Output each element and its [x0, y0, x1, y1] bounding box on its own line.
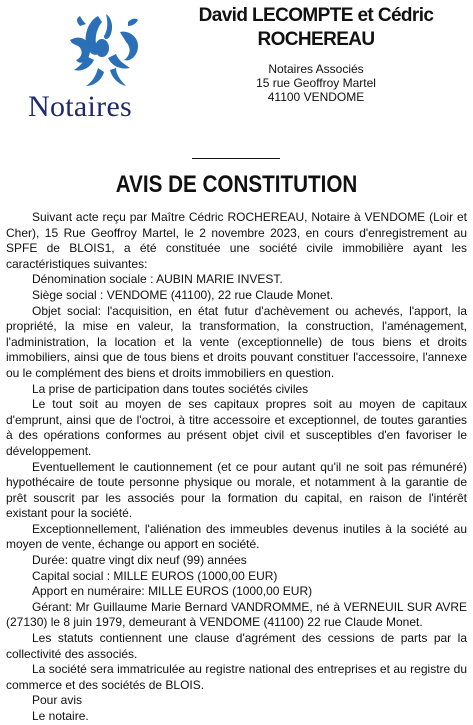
paragraph: Apport en numéraire: MILLE EUROS (1000,00 EUR)	[32, 584, 313, 599]
paragraph: La prise de participation dans toutes sociétés civiles	[32, 381, 309, 396]
paragraph: Le notaire.	[32, 709, 89, 723]
logo-wordmark: Notaires	[28, 90, 133, 123]
office-line-1: Notaires Associés	[268, 62, 364, 76]
office-name: David LECOMPTE et Cédric ROCHEREAU	[198, 5, 434, 50]
paragraph: Siège social : VENDOME (41100), 22 rue Claude Monet.	[32, 287, 334, 302]
paragraph: Eventuellement le cautionnement (et ce pour autant qu'il ne soit pas rémunéré) hypothécaire de toute personne physique ou morale, et notamment à la garantie de prêt souscrit par les associés pour la formation du capital, en raison de l'intérêt existant pour la société.	[6, 459, 467, 521]
paragraph: La société sera immatriculée au registre national des entreprises et au registre du commerce et des sociétés de BLOIS.	[6, 662, 467, 692]
office-line-2: 15 rue Geoffroy Martel	[256, 76, 376, 90]
notary-office-block	[196, 4, 436, 104]
divider	[192, 158, 280, 159]
notice-title: AVIS DE CONSTITUTION	[115, 171, 358, 198]
paragraph: Gérant: Mr Guillaume Marie Bernard VANDROMME, né à VERNEUIL SUR AVRE (27130) le 8 juin 1979, demeurant à VENDOME (41100) 22 rue Claude Monet.	[6, 599, 467, 630]
notice-body	[6, 210, 467, 725]
paragraph: Exceptionnellement, l'aliénation des immeubles devenus inutiles à la société au moyen de vente, échange ou apport en société.	[6, 521, 467, 552]
office-line-3: 41100 VENDOME	[267, 90, 365, 104]
paragraph: Durée: quatre vingt dix neuf (99) années	[32, 553, 247, 568]
paragraph: Objet social: l'acquisition, en état futur d'achèvement ou achevés, l'apport, la propriété, la mise en valeur, la transformation, la construction, l'aménagement, l'administration, la location et la vente (exceptionnelle) de tous biens et droits immobiliers, ainsi que de tous biens et droits pouvant constituer l'accessoire, l'annexe ou le complément des biens et droits immobiliers en question.	[6, 303, 467, 380]
paragraph: Pour avis	[32, 693, 83, 708]
marianne-emblem-icon	[50, 10, 160, 92]
paragraph: Dénomination sociale : AUBIN MARIE INVEST.	[32, 272, 283, 287]
paragraph: Capital social : MILLE EUROS (1000,00 EUR)	[32, 568, 278, 583]
paragraph: Les statuts contiennent une clause d'agrément des cessions de parts par la collectivité des associés.	[6, 631, 467, 661]
paragraph: Suivant acte reçu par Maître Cédric ROCHEREAU, Notaire à VENDOME (Loir et Cher), 15 Rue Geoffroy Martel, le 2 novembre 2023, en cours d'enregistrement au SPFE de BLOIS1, a été constituée une société civile immobilière ayant les caractéristiques suivantes:	[6, 210, 467, 271]
notaires-logo	[22, 10, 182, 122]
paragraph: Le tout soit au moyen de ses capitaux propres soit au moyen de capitaux d'emprunt, ainsi que de l'octroi, à titre accessoire et exceptionnel, de toutes garanties à des opérations conformes au présent objet civil et susceptibles d'en favoriser le développement.	[6, 397, 467, 458]
